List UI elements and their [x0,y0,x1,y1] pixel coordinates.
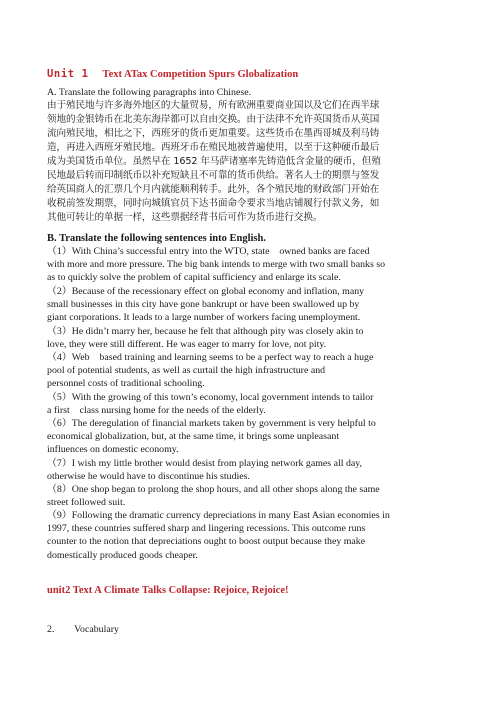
item-line: （1）With China’s successful entry into the WTO, state owned banks are faced [47,246,370,257]
section-a-line: 给英国商人的汇票几个月内就能顺利转手。此外，各个殖民地的财政部门开始在 [47,184,380,195]
item-line: （4）Web based training and learning seems to be a perfect way to reach a huge [47,352,374,363]
translation-item-8 [47,483,456,509]
translation-item-3 [47,325,456,351]
unit1-label: Unit 1 [47,68,89,80]
section-a-line: 民地最后转而印制纸币以补充短缺且不可靠的货币供给。著名人士的期票与签发 [47,170,380,181]
item-line: small businesses in this city have gone bankrupt or have been swallowed up by [47,299,360,311]
item-line: otherwise he would have to discontinue his studies. [47,471,250,483]
item-line: （2）Because of the recessionary effect on global economy and inflation, many [47,286,365,297]
translation-item-9 [47,509,456,562]
section-a-line: 其他可转让的单据一样，这些票据经背书后可作为货币进行交换。 [47,212,323,223]
item-line: giant corporations. It leads to a large number of workers facing unemployment. [47,312,361,324]
section-a-heading: A. Translate the following paragraphs into Chinese. [47,87,252,98]
translation-item-7 [47,457,456,483]
translation-item-4 [47,351,456,391]
item-line: influences on domestic economy. [47,444,179,456]
vocabulary-heading: 2. Vocabulary [47,624,119,635]
translation-item-2 [47,285,456,325]
section-a-line: 造，再进入西班牙殖民地。西班牙币在殖民地被普遍使用，以至于这种硬币最后 [47,142,380,153]
section-a-line: 收税前签发期票，同时向城镇官员下达书面命令要求当地店铺履行付款义务，如 [47,198,380,209]
item-line: economical globalization, but, at the same time, it brings some unpleasant [47,431,340,443]
item-line: as to quickly solve the problem of capital sufficiency and enlarge its scale. [47,272,341,284]
unit1-text-title: Text ATax Competition Spurs Globalization [102,69,299,80]
item-line: （7）I wish my little brother would desist from playing network games all day, [47,458,363,469]
item-line: with more and more pressure. The big bank intends to merge with two small banks so [47,259,386,271]
section-a-line: 成为美国货币单位。虽然早在 1652 年马萨诸塞率先铸造低含金量的硬币，但殖 [47,156,381,167]
item-line: （9）Following the dramatic currency depreciations in many East Asian economies in [47,510,390,521]
item-line: a first class nursing home for the needs of the elderly. [47,405,266,417]
item-line: love, they were still different. He was eager to marry for love, not pity. [47,339,327,351]
section-a-line: 由于殖民地与许多海外地区的大量贸易，所有欧洲重要商业国以及它们在西半球 [47,100,380,111]
item-line: （5）With the growing of this town’s economy, local government intends to tailor [47,392,374,403]
item-line: personnel costs of traditional schooling. [47,378,205,390]
item-line: domestically produced goods cheaper. [47,549,198,561]
item-line: counter to the notion that depreciations ought to boost output because they make [47,536,366,548]
item-line: （8）One shop began to prolong the shop hours, and all other shops along the same [47,484,380,495]
item-line: pool of potential students, as well as curtail the high infrastructure and [47,365,326,377]
unit1-title [47,68,298,81]
item-line: 1997, these countries suffered sharp and lingering recessions. This outcome runs [47,523,366,535]
translation-item-5 [47,391,456,417]
section-a-line: 流向殖民地，相比之下，西班牙的货币更加重要。这些货币在墨西哥城及利马铸 [47,128,380,139]
section-b-heading: B. Translate the following sentences into English. [47,233,266,244]
item-line: （3）He didn’t marry her, because he felt that although pity was closely akin to [47,326,364,337]
translation-item-6 [47,417,456,457]
unit2-title: unit2 Text A Climate Talks Collapse: Rejoice, Rejoice! [47,585,289,596]
section-a-line: 领地的金银铸币在北美东海岸都可以自由交换。由于法律不允许英国货币从英国 [47,114,380,125]
item-line: （6）The deregulation of financial markets taken by government is very helpful to [47,418,376,429]
translation-item-1 [47,245,456,285]
item-line: street followed suit. [47,497,126,509]
